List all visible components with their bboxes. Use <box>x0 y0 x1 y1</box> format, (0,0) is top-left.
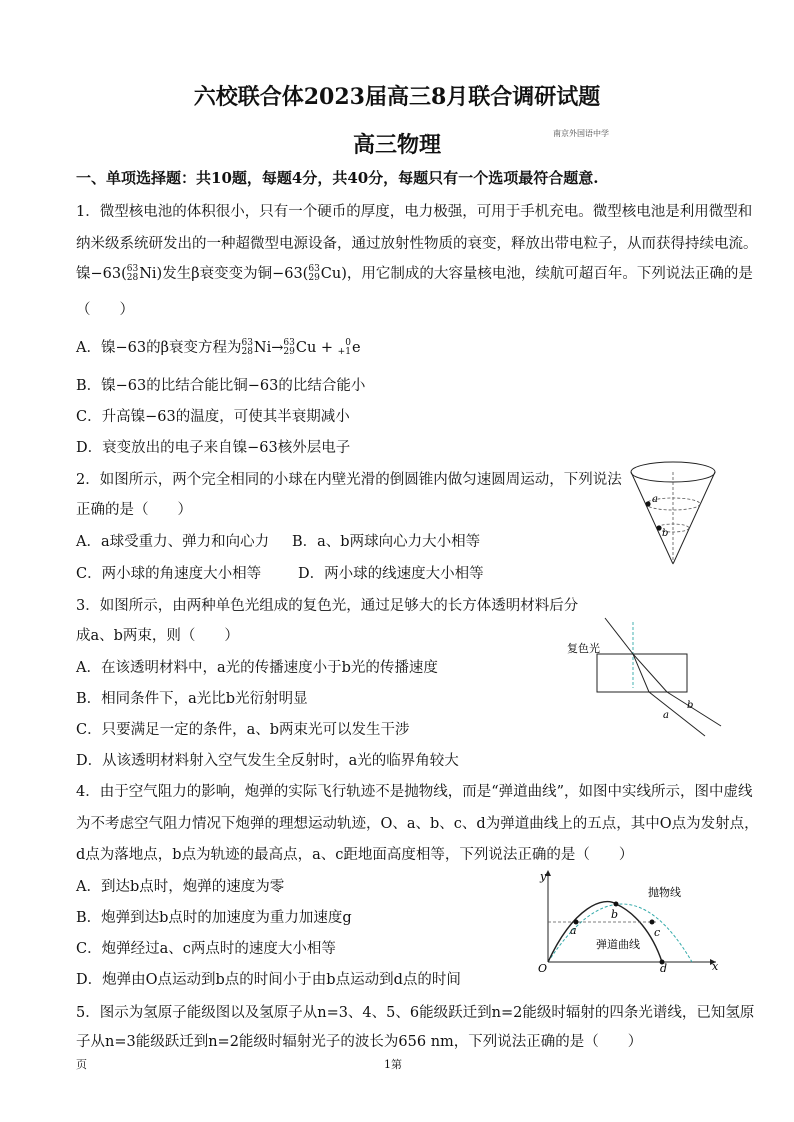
ball-b <box>656 525 661 530</box>
svg-text:O: O <box>538 962 548 974</box>
prism-figure <box>565 610 725 740</box>
ballistic-curve <box>548 902 662 962</box>
ball-a <box>645 501 650 506</box>
cu-nuclide-numbers: 63 29 <box>308 264 320 283</box>
svg-text:x: x <box>712 960 719 973</box>
q1-option-b: B．镍−63的比结合能比铜−63的比结合能小 <box>76 378 366 394</box>
q4-line3: d点为落地点，b点为轨迹的最高点，a、c距地面高度相等，下列说法正确的是（ ） <box>76 847 634 863</box>
q1-line3: 镍−63(63 28Ni)发生β衰变变为铜−63(63 29Cu)，用它制成的大容量核电池，续航可超百年。下列说法正确的是 <box>76 264 753 283</box>
q1-option-d: D．衰变放出的电子来自镍−63核外层电子 <box>76 440 351 456</box>
q4-option-a: A．到达b点时，炮弹的速度为零 <box>76 879 285 895</box>
q1-line2: 纳米级系统研发出的一种超微型电源设备，通过放射性物质的衰变，释放出带电粒子，从而获得持续电流。 <box>76 236 758 252</box>
q2-option-a: A．a球受重力、弹力和向心力 <box>76 534 270 550</box>
q2-option-d: D．两小球的线速度大小相等 <box>298 566 484 582</box>
section-heading: 一、单项选择题：共10题，每题4分，共40分，每题只有一个选项最符合题意. <box>76 169 599 187</box>
svg-text:d: d <box>660 962 668 974</box>
svg-text:b: b <box>611 908 619 921</box>
trajectory-figure <box>534 866 724 974</box>
q2-line1: 2．如图所示，两个完全相同的小球在内壁光滑的倒圆锥内做匀速圆周运动，下列说法 <box>76 472 622 488</box>
q1-option-c: C．升高镍−63的温度，可使其半衰期减小 <box>76 409 350 425</box>
label-parabola: 抛物线 <box>648 886 681 899</box>
svg-text:a: a <box>570 924 577 937</box>
cone-figure <box>626 458 722 570</box>
q4-option-c: C．炮弹经过a、c两点时的速度大小相等 <box>76 941 336 957</box>
footer-page-number: 1第 <box>384 1058 402 1071</box>
q1-option-a: A．镍−63的β衰变方程为63 28Ni→63 29Cu + 0 +1e <box>76 338 361 357</box>
exam-title: 六校联合体2023届高三8月联合调研试题 <box>193 84 601 110</box>
q4-option-d: D．炮弹由O点运动到b点的时间小于由b点运动到d点的时间 <box>76 972 461 988</box>
q1-answer-paren: （ ） <box>76 302 134 318</box>
q1-line1: 1．微型核电池的体积很小，只有一个硬币的厚度，电力极强，可用于手机充电。微型核电池是利用微型和 <box>76 204 753 220</box>
label-b: b <box>662 528 669 539</box>
q5-line1: 5．图示为氢原子能级图以及氢原子从n=3、4、5、6能级跃迁到n=2能级时辐射的四条光谱线，已知氢原 <box>76 1005 755 1021</box>
ni-nuclide-numbers: 63 28 <box>126 264 139 283</box>
q4-option-b: B．炮弹到达b点时的加速度为重力加速度g <box>76 910 352 926</box>
label-ray-a: a <box>663 710 669 721</box>
svg-text:y: y <box>540 870 547 883</box>
footer-left: 页 <box>76 1058 87 1071</box>
q3-option-d: D．从该透明材料射入空气发生全反射时，a光的临界角较大 <box>76 753 459 769</box>
q3-line2: 成a、b两束，则（ ） <box>76 628 239 644</box>
q4-line1: 4．由于空气阻力的影响，炮弹的实际飞行轨迹不是抛物线，而是“弹道曲线”，如图中实线所示，图中虚线 <box>76 784 753 800</box>
svg-text:c: c <box>654 926 661 939</box>
label-ray-b: b <box>687 700 694 711</box>
q2-option-c: C．两小球的角速度大小相等 <box>76 566 262 582</box>
exam-subtitle: 高三物理 <box>352 132 441 158</box>
q2-option-b: B．a、b两球向心力大小相等 <box>292 534 481 550</box>
q3-option-b: B．相同条件下，a光比b光衍射明显 <box>76 691 308 707</box>
q5-line2: 子从n=3能级跃迁到n=2能级时辐射光子的波长为656 nm，下列说法正确的是（ ） <box>76 1034 643 1050</box>
q3-option-a: A．在该透明材料中，a光的传播速度小于b光的传播速度 <box>76 660 438 676</box>
q4-line2: 为不考虑空气阻力情况下炮弹的理想运动轨迹，O、a、b、c、d为弹道曲线上的五点，其中O点为发射点， <box>76 816 759 832</box>
label-a: a <box>652 494 658 505</box>
label-ballistic: 弹道曲线 <box>596 938 640 951</box>
q3-option-c: C．只要满足一定的条件，a、b两束光可以发生干涉 <box>76 722 410 738</box>
school-watermark: 南京外国语中学 <box>553 129 609 138</box>
q2-line2: 正确的是（ ） <box>76 502 192 518</box>
q3-line1: 3．如图所示，由两种单色光组成的复色光，通过足够大的长方体透明材料后分 <box>76 598 579 614</box>
label-composite-light: 复色光 <box>567 642 600 655</box>
